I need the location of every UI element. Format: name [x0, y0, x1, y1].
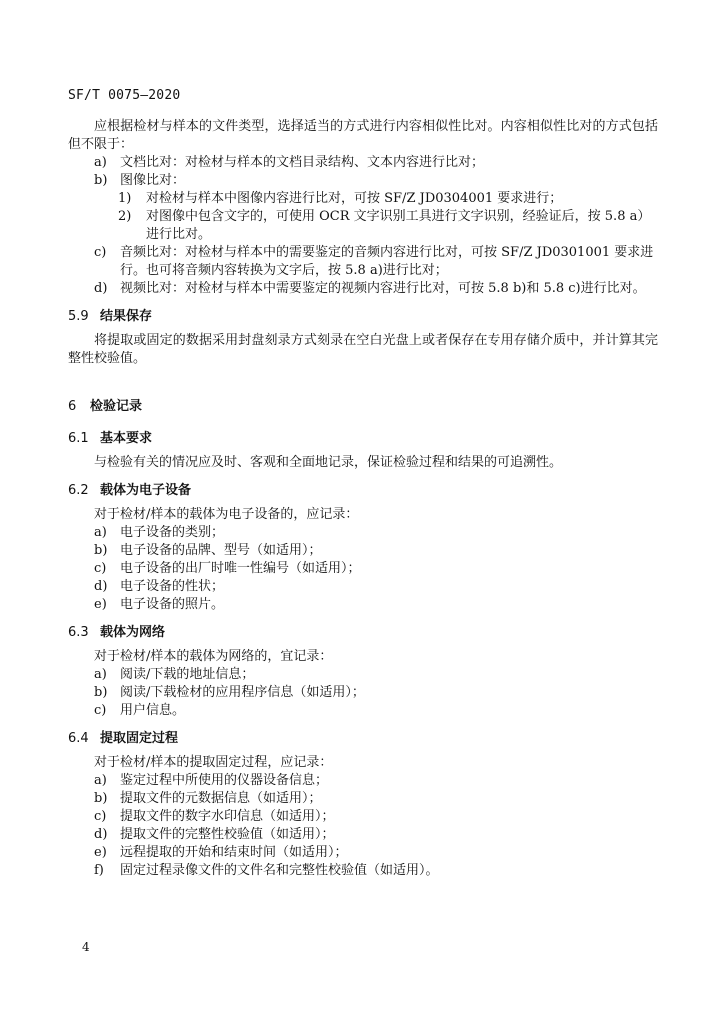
- list-text: 远程提取的开始和结束时间（如适用）；: [120, 845, 348, 860]
- list-item: [68, 542, 658, 560]
- section-title: 结果保存: [100, 309, 153, 324]
- section-number: 6.4: [68, 731, 89, 746]
- page-content: [68, 118, 658, 880]
- standard-header: SF/T 0075—2020: [68, 88, 181, 103]
- list-text: 电子设备的性状；: [120, 579, 225, 594]
- list-label: d): [94, 281, 108, 296]
- section-heading-6-1: [68, 430, 658, 448]
- intro-paragraph: 应根据检材与样本的文件类型，选择适当的方式进行内容相似性比对。内容相似性比对的方式包括但不限于：: [68, 119, 658, 152]
- list-label: c): [94, 809, 107, 824]
- list-item: [68, 826, 658, 844]
- section-title: 提取固定过程: [100, 731, 179, 746]
- list-item: [68, 578, 658, 596]
- list-item: [68, 772, 658, 790]
- list-item: [68, 862, 658, 880]
- section-title: 基本要求: [100, 431, 153, 446]
- sub-list-text: 对检材与样本中图像内容进行比对，可按 SF/Z JD0304001 要求进行；: [146, 191, 563, 206]
- list-label: b): [94, 685, 108, 700]
- list-item: [68, 524, 658, 542]
- list-label: d): [94, 827, 108, 842]
- list-label: a): [94, 155, 107, 170]
- section-heading-5-9: [68, 308, 658, 326]
- section-intro: 对于检材/样本的载体为网络的，宜记录：: [94, 649, 333, 664]
- sub-list-item: [68, 190, 658, 208]
- section-number: 6.2: [68, 483, 89, 498]
- list-item: [68, 596, 658, 614]
- list-label: c): [94, 561, 107, 576]
- list-text: 提取文件的完整性校验值（如适用）；: [120, 827, 335, 842]
- list-text: 提取文件的元数据信息（如适用）；: [120, 791, 322, 806]
- section-title: 载体为电子设备: [100, 483, 192, 498]
- list-label: b): [94, 173, 108, 188]
- section-number: 6.3: [68, 625, 89, 640]
- list-item: [68, 154, 658, 172]
- list-label: c): [94, 245, 107, 260]
- section-paragraph: 与检验有关的情况应及时、客观和全面地记录，保证检验过程和结果的可追溯性。: [94, 455, 563, 470]
- list-item: [68, 702, 658, 720]
- list-item: [68, 666, 658, 684]
- section-heading-6-4: [68, 730, 658, 748]
- chapter-title: 检验记录: [90, 399, 143, 414]
- list-text: 视频比对：对检材与样本中需要鉴定的视频内容进行比对，可按 5.8 b)和 5.8 c)进行比对。: [120, 281, 646, 296]
- sub-list-label: 2): [118, 209, 132, 224]
- list-label: a): [94, 773, 107, 788]
- section-intro: 对于检材/样本的载体为电子设备的，应记录：: [94, 507, 359, 522]
- list-item: [68, 844, 658, 862]
- list-item: [68, 808, 658, 826]
- list-text: 图像比对：: [120, 173, 186, 188]
- list-text: 文档比对：对检材与样本的文档目录结构、文本内容进行比对；: [120, 155, 485, 170]
- section-heading-6-2: [68, 482, 658, 500]
- list-text: 用户信息。: [120, 703, 186, 718]
- list-label: d): [94, 579, 108, 594]
- list-item: [68, 244, 658, 280]
- list-text: 固定过程录像文件的文件名和完整性校验值（如适用）。: [120, 863, 439, 878]
- sub-list-text: 对图像中包含文字的，可使用 OCR 文字识别工具进行文字识别，经验证后，按 5.8 a）进行比对。: [146, 209, 651, 242]
- chapter-heading-6: [68, 398, 658, 416]
- chapter-number: 6: [68, 399, 77, 414]
- list-item: [68, 172, 658, 190]
- list-text: 阅读/下载检材的应用程序信息（如适用）；: [120, 685, 365, 700]
- list-text: 阅读/下载的地址信息；: [120, 667, 255, 682]
- list-label: c): [94, 703, 107, 718]
- list-label: f): [94, 863, 104, 878]
- section-number: 5.9: [68, 309, 89, 324]
- list-item: [68, 790, 658, 808]
- sub-list-label: 1): [118, 191, 132, 206]
- list-text: 电子设备的品牌、型号（如适用）；: [120, 543, 322, 558]
- section-paragraph: 将提取或固定的数据采用封盘刻录方式刻录在空白光盘上或者保存在专用存储介质中，并计算其完整性校验值。: [68, 333, 658, 366]
- sub-list-item: [68, 208, 658, 244]
- list-label: e): [94, 597, 107, 612]
- list-text: 提取文件的数字水印信息（如适用）；: [120, 809, 335, 824]
- list-text: 音频比对：对检材与样本中的需要鉴定的音频内容进行比对，可按 SF/Z JD0301001 要求进行。也可将音频内容转换为文字后，按 5.8 a)进行比对；: [120, 245, 654, 278]
- list-item: [68, 280, 658, 298]
- list-text: 电子设备的类别；: [120, 525, 225, 540]
- page-number: 4: [82, 940, 90, 954]
- section-heading-6-3: [68, 624, 658, 642]
- list-label: b): [94, 791, 108, 806]
- section-intro: 对于检材/样本的提取固定过程，应记录：: [94, 755, 333, 770]
- list-label: e): [94, 845, 107, 860]
- list-text: 电子设备的照片。: [120, 597, 225, 612]
- list-label: b): [94, 543, 108, 558]
- list-text: 电子设备的出厂时唯一性编号（如适用）；: [120, 561, 361, 576]
- section-title: 载体为网络: [100, 625, 166, 640]
- list-label: a): [94, 667, 107, 682]
- list-label: a): [94, 525, 107, 540]
- section-number: 6.1: [68, 431, 89, 446]
- list-item: [68, 560, 658, 578]
- list-text: 鉴定过程中所使用的仪器设备信息；: [120, 773, 329, 788]
- list-item: [68, 684, 658, 702]
